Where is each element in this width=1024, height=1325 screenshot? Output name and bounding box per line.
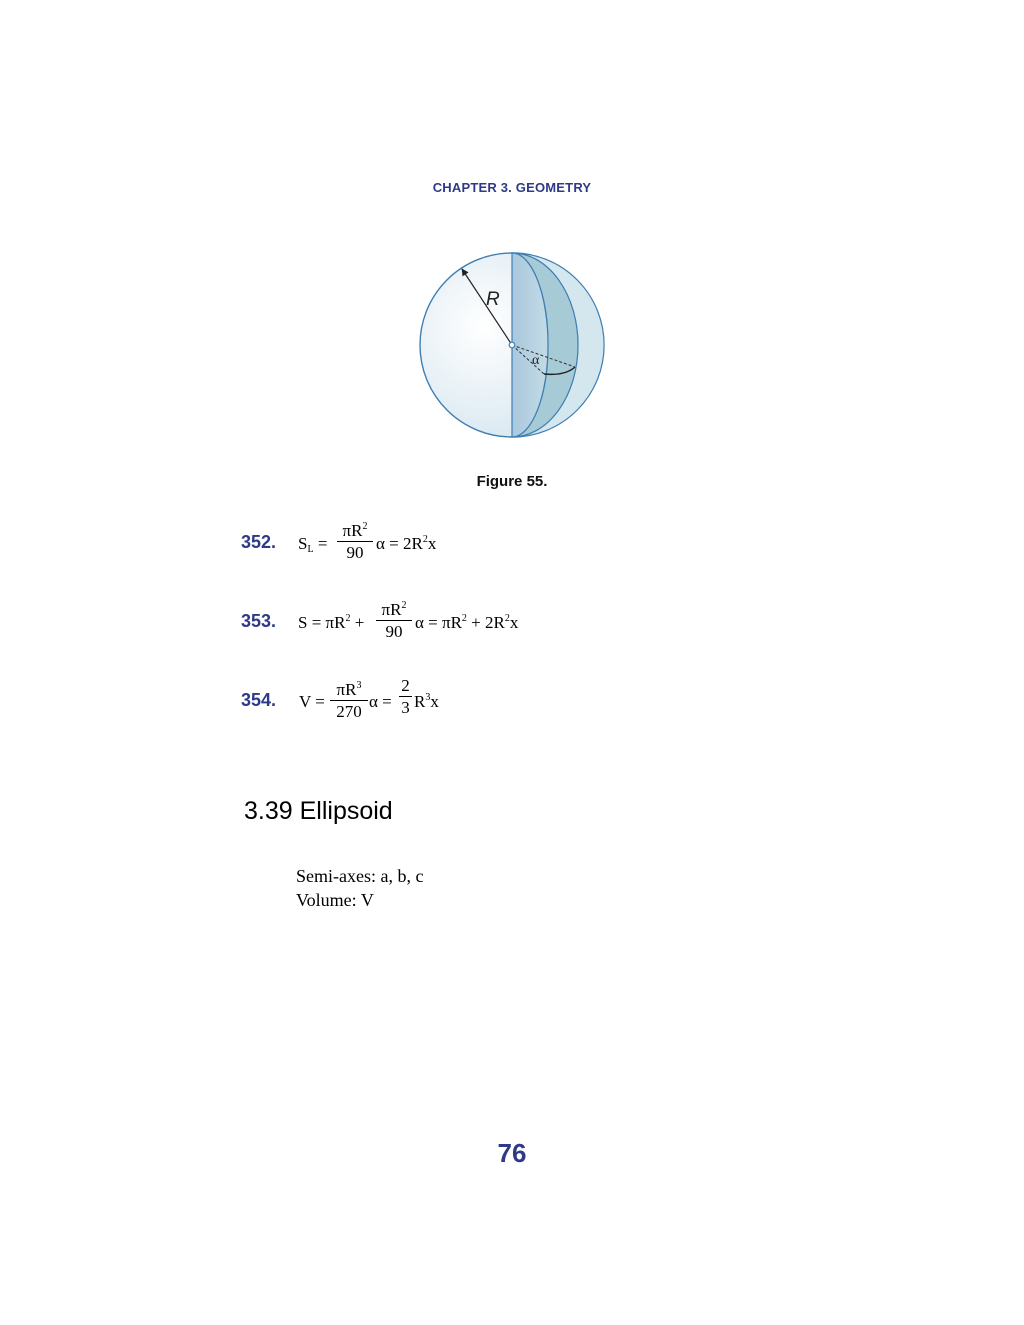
formula-354-rhs: $R^3x$ xyxy=(414,692,439,711)
radius-label: R xyxy=(486,289,500,310)
formula-353-lhs: $S = \pi R^2$ + xyxy=(298,613,365,632)
center-point xyxy=(509,342,515,348)
chapter-header: CHAPTER 3. GEOMETRY xyxy=(432,180,592,195)
figure-55-sphere-wedge xyxy=(410,243,620,458)
formula-352-fraction: $\pi R^2$ 90 xyxy=(337,517,373,562)
formula-number-353: 353. xyxy=(241,611,277,631)
definition-semi-axes: Semi-axes: a, b, c xyxy=(296,866,424,886)
formula-352-lhs: $S_L$ = xyxy=(298,534,328,555)
formula-354-fraction-2: 2 3 xyxy=(399,676,412,717)
figure-caption: Figure 55. xyxy=(476,473,548,490)
formula-354-mid: α = xyxy=(369,692,392,711)
formula-353-rhs: $\alpha = \pi R^2 + 2R^2x$ xyxy=(415,613,519,632)
sphere-diagram xyxy=(410,243,620,453)
section-title: 3.39 Ellipsoid xyxy=(244,797,393,825)
formula-353-fraction: $\pi R^2$ 90 xyxy=(376,596,412,641)
formula-354-fraction-1: $\pi R^3$ 270 xyxy=(330,676,368,721)
angle-label: α xyxy=(532,353,540,368)
formula-352-rhs: $\alpha = 2R^2x$ xyxy=(376,534,437,553)
definition-volume: Volume: V xyxy=(296,890,374,910)
formula-number-354: 354. xyxy=(241,690,277,710)
page-number: 76 xyxy=(497,1138,527,1168)
formula-number-352: 352. xyxy=(241,532,277,552)
formula-354-lhs: V = xyxy=(299,692,325,711)
